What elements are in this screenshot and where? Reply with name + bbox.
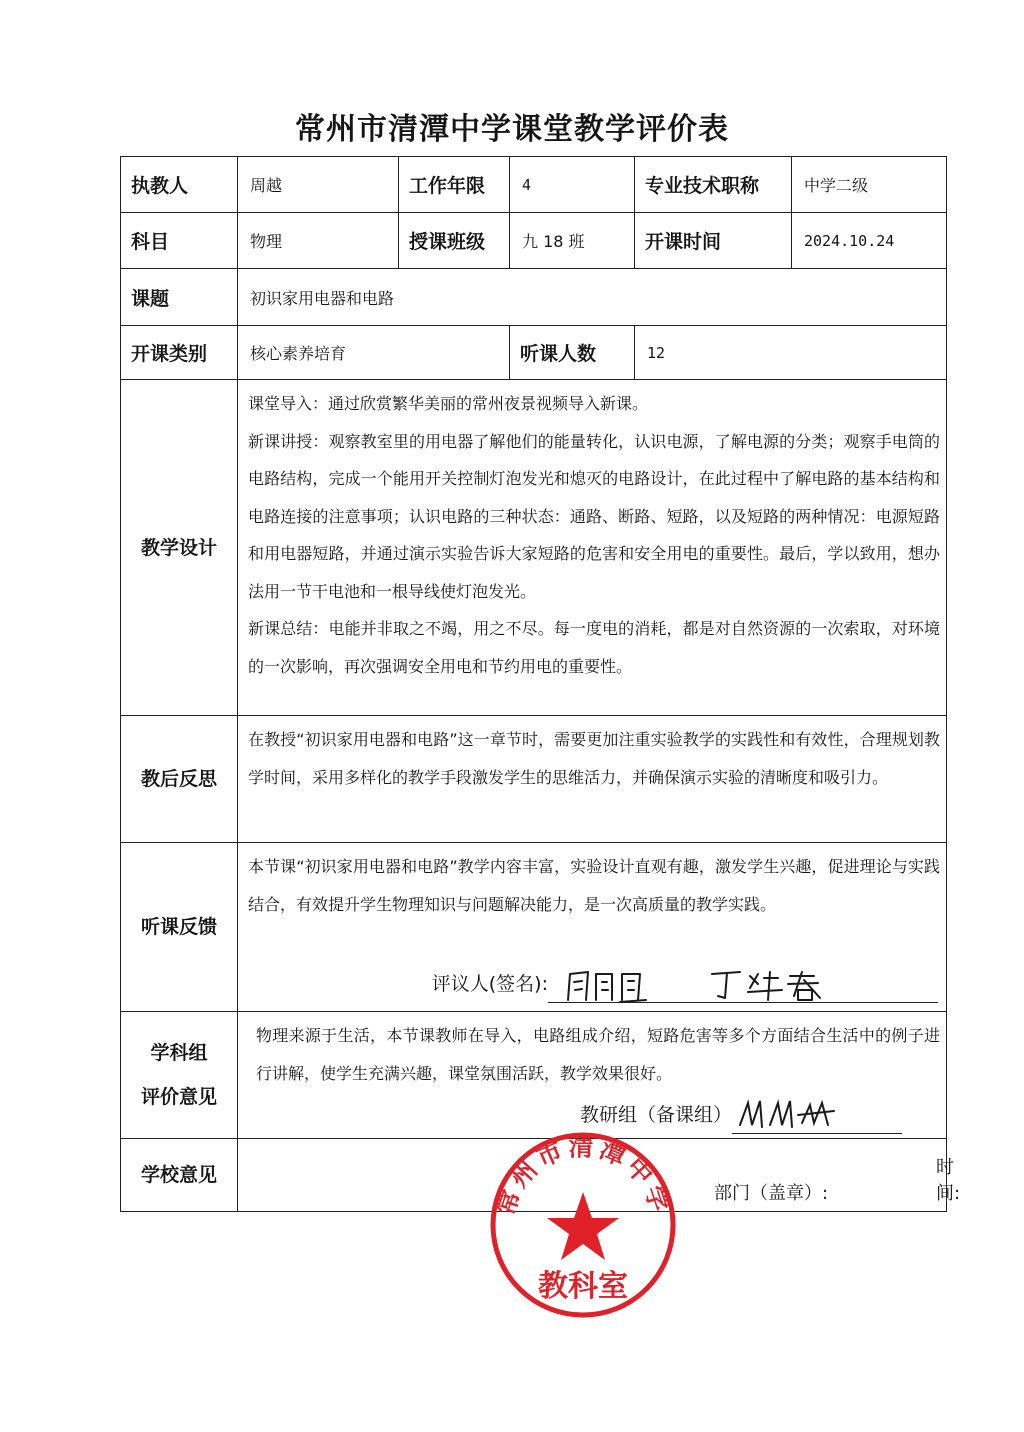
seal-bottom-text: 教科室 xyxy=(538,1269,628,1304)
group-signature-field xyxy=(732,1103,902,1134)
design-summary: 新课总结：电能并非取之不竭，用之不尽。每一度电的消耗，都是对自然资源的一次索取，对环境的一次影响，再次强调安全用电和节约用电的重要性。 xyxy=(248,619,940,676)
group-signer-label: 教研组（备课组） xyxy=(579,1103,732,1126)
design-content xyxy=(238,380,947,716)
row-school xyxy=(121,1139,947,1212)
years-label: 工作年限 xyxy=(399,157,510,213)
feedback-text: 本节课“初识家用电器和电路”教学内容丰富，实验设计直观有趣，激发学生兴趣，促进理论与实践结合，有效提升学生物理知识与问题解决能力，是一次高质量的教学实践。 xyxy=(248,857,940,914)
type-value: 核心素养培育 xyxy=(238,326,510,380)
time-label: 时间: xyxy=(936,1157,961,1204)
dept-stamp-label: 部门（盖章）: xyxy=(714,1183,829,1204)
row-teacher xyxy=(121,157,947,213)
reflection-text: 在教授“初识家用电器和电路”这一章节时，需要更加注重实验教学的实践性和有效性，合理规划教学时间，采用多样化的教学手段激发学生的思维活力，并确保演示实验的清晰度和吸引力。 xyxy=(238,716,947,843)
design-lecture: 新课讲授：观察教室里的用电器了解他们的能量转化，认识电源，了解电源的分类；观察手电筒的电路结构，完成一个能用开关控制灯泡发光和熄灭的电路设计，在此过程中了解电路的基本结构和电路连接的注意事项；认识电路的三种状态：通路、断路、短路，以及短路的两种情况：电源短路和用电器短路，并通过演示实验告诉大家短路的危害和安全用电的重要性。最后，学以致用，想办法用一节干电池和一根导线使灯泡发光。 xyxy=(248,431,940,601)
subject-value: 物理 xyxy=(238,213,399,269)
type-label: 开课类别 xyxy=(121,326,238,380)
group-cell xyxy=(238,1012,947,1139)
teacher-label: 执教人 xyxy=(121,157,238,213)
evaluation-table xyxy=(120,156,961,1212)
group-label xyxy=(121,1012,238,1139)
class-label: 授课班级 xyxy=(399,213,510,269)
signer-label: 评议人(签名): xyxy=(431,972,548,995)
page-title: 常州市清潭中学课堂教学评价表 xyxy=(295,112,729,147)
group-text: 物理来源于生活，本节课教师在导入，电路组成介绍，短路危害等多个方面结合生活中的例子进行讲解，使学生充满兴趣，课堂氛围活跃，教学效果很好。 xyxy=(256,1026,940,1083)
topic-label: 课题 xyxy=(121,269,238,326)
topic-value: 初识家用电器和电路 xyxy=(238,269,947,326)
row-topic xyxy=(121,269,947,326)
group-signature-graphic xyxy=(736,1095,846,1135)
row-group xyxy=(121,1012,947,1139)
years-value: 4 xyxy=(510,157,635,213)
rank-label: 专业技术职称 xyxy=(635,157,792,213)
school-cell xyxy=(238,1139,961,1212)
design-intro: 课堂导入：通过欣赏繁华美丽的常州夜景视频导入新课。 xyxy=(248,394,649,413)
seal-top-text: 常州市清潭中学 xyxy=(490,1132,676,1219)
class-value: 九 18 班 xyxy=(510,213,635,269)
row-design xyxy=(121,380,947,716)
signature-field xyxy=(548,972,938,1003)
design-label: 教学设计 xyxy=(121,380,238,716)
row-feedback xyxy=(121,843,947,1012)
rank-value: 中学二级 xyxy=(792,157,947,213)
row-type xyxy=(121,326,947,380)
handwritten-signatures-graphic xyxy=(562,966,922,1006)
group-label-line2: 评价意见 xyxy=(140,1086,217,1108)
school-label: 学校意见 xyxy=(121,1139,238,1212)
group-label-line1: 学科组 xyxy=(150,1042,208,1064)
audience-value: 12 xyxy=(635,326,947,380)
teacher-value: 周越 xyxy=(238,157,399,213)
subject-label: 科目 xyxy=(121,213,238,269)
row-reflection xyxy=(121,716,947,843)
feedback-cell xyxy=(238,843,947,1012)
group-signature-line xyxy=(238,1097,906,1135)
row-subject xyxy=(121,213,947,269)
feedback-signature-line xyxy=(238,966,942,1004)
reflection-label: 教后反思 xyxy=(121,716,238,843)
date-value: 2024.10.24 xyxy=(792,213,947,269)
feedback-label: 听课反馈 xyxy=(121,843,238,1012)
audience-label: 听课人数 xyxy=(510,326,635,380)
date-label: 开课时间 xyxy=(635,213,792,269)
